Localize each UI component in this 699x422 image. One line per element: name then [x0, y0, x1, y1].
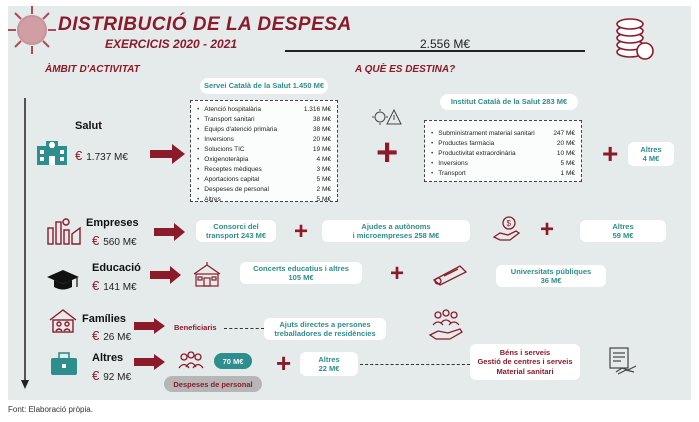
item-value: 1 M€: [560, 169, 575, 177]
institut-salut-breakdown: [424, 120, 582, 182]
sector-amount-altres: € 92 M€: [92, 368, 132, 383]
item-label: • Aportacions capital: [197, 176, 259, 183]
personal-label: Despeses de personal: [164, 376, 262, 392]
page-subtitle: EXERCICIS 2020 - 2021: [105, 37, 238, 51]
coins-icon: [612, 16, 656, 62]
item-label: • Transport: [431, 170, 466, 177]
salut-altres-pill: Altres 4 M€: [628, 142, 674, 166]
total-amount: 2.556 M€: [420, 37, 471, 51]
item-value: 5 M€: [316, 175, 331, 183]
item-label: • Inversions: [431, 160, 468, 167]
servei-salut-title: Servei Català de la Salut 1.450 M€: [200, 78, 328, 94]
list-item: [197, 154, 331, 164]
item-label: • Despeses de personal: [197, 186, 269, 193]
source-note: Font: Elaboració pròpia.: [8, 405, 93, 414]
factory-icon: [46, 216, 82, 246]
item-value: 2 M€: [316, 185, 331, 193]
sector-amount-families: € 26 M€: [92, 328, 132, 343]
item-label: • Altres: [197, 196, 221, 203]
list-item: [431, 148, 575, 158]
list-item: [197, 124, 331, 134]
euro-symbol: €: [75, 148, 83, 163]
list-item: [197, 164, 331, 174]
sector-amount-salut: € 1.737 M€: [75, 148, 128, 163]
item-label: • Solucions TIC: [197, 146, 245, 153]
family-icon: [48, 308, 78, 334]
list-item: [197, 174, 331, 184]
list-item: [431, 128, 575, 138]
item-value: 3 M€: [316, 165, 331, 173]
arrow-right-icon: [134, 354, 166, 370]
svg-text:$: $: [506, 219, 511, 228]
money-hand-icon: [492, 215, 522, 243]
dashed-connector: [224, 328, 264, 329]
list-item: [197, 144, 331, 154]
plus-icon: +: [276, 348, 292, 378]
plus-icon: +: [540, 216, 555, 243]
people-group-icon: [176, 350, 206, 372]
educacio-universitats-pill: Universitats públiques 36 M€: [496, 265, 606, 287]
diploma-icon: [430, 262, 470, 286]
list-item: [197, 184, 331, 194]
sector-label-families: Famílies: [82, 313, 127, 325]
col-header-right: A QUÈ ES DESTINA?: [355, 64, 456, 75]
institut-salut-title: Institut Català de la Salut 283 M€: [440, 94, 578, 110]
sector-label-empreses: Empreses: [86, 217, 139, 229]
list-item: [431, 138, 575, 148]
sector-amount-empreses: € 560 M€: [92, 233, 137, 248]
empreses-altres-pill: Altres 59 M€: [580, 220, 666, 242]
altres-bens-pill: Béns i serveis Gestió de centres i serveis Material sanitari: [470, 344, 580, 380]
list-item: [431, 168, 575, 178]
item-value: 20 M€: [312, 135, 331, 143]
arrow-right-icon: [150, 266, 182, 284]
arrow-right-icon: [150, 144, 186, 164]
item-label: • Productivitat extraordinària: [431, 150, 516, 157]
sector-amount-educacio: € 141 M€: [92, 278, 137, 293]
item-value: 20 M€: [556, 139, 575, 147]
empreses-consorci-pill: Consorci del transport 243 M€: [196, 220, 276, 242]
contract-handshake-icon: [606, 346, 638, 376]
item-value: 38 M€: [312, 115, 331, 123]
page-title: DISTRIBUCIÓ DE LA DESPESA: [58, 14, 352, 35]
people-hand-icon: [426, 308, 466, 342]
virus-icon: [4, 2, 60, 58]
item-label: • Oxigenoteràpia: [197, 156, 248, 163]
item-value: 1.316 M€: [303, 105, 331, 113]
arrow-right-icon: [154, 223, 186, 241]
item-label: • Atenció hospitalària: [197, 106, 261, 113]
families-ajuts-pill: Ajuts directes a persones treballadores de residències: [264, 318, 386, 340]
item-label: • Subministrament material sanitari: [431, 130, 535, 137]
briefcase-icon: [50, 352, 78, 376]
item-label: • Receptes mèdiques: [197, 166, 262, 173]
personal-badge: 70 M€: [214, 353, 252, 369]
plus-icon: +: [390, 260, 405, 287]
timeline-arrow: [20, 98, 30, 390]
item-value: 38 M€: [312, 125, 331, 133]
arrow-right-icon: [134, 318, 166, 334]
item-value: 247 M€: [553, 129, 575, 137]
item-label: • Transport sanitari: [197, 116, 255, 123]
list-item: [431, 158, 575, 168]
servei-salut-breakdown: [190, 100, 338, 202]
school-icon: [192, 262, 222, 288]
sector-label-educacio: Educació: [92, 262, 141, 274]
item-label: • Inversions: [197, 136, 234, 143]
item-label: • Productes farmàcia: [431, 140, 494, 147]
virus-warning-icon: [372, 108, 402, 126]
sector-label-altres: Altres: [92, 352, 124, 364]
item-value: 19 M€: [312, 145, 331, 153]
item-value: 10 M€: [556, 149, 575, 157]
sector-label-salut: Salut: [75, 120, 102, 132]
plus-icon: +: [294, 218, 309, 245]
plus-icon: +: [376, 132, 399, 174]
item-value: 5 M€: [316, 195, 331, 203]
item-value: 4 M€: [316, 155, 331, 163]
educacio-concerts-pill: Concerts educatius i altres 105 M€: [240, 262, 362, 284]
list-item: [197, 194, 331, 204]
beneficiaris-label: Beneficiaris: [174, 323, 217, 332]
list-item: [197, 134, 331, 144]
empreses-ajudes-pill: Ajudes a autònoms i microempreses 258 M€: [322, 220, 470, 242]
col-header-left: ÀMBIT D'ACTIVITAT: [45, 64, 140, 75]
item-label: • Equips d'atenció primària: [197, 126, 277, 133]
hospital-icon: [36, 140, 68, 166]
list-item: [197, 114, 331, 124]
plus-icon: +: [602, 138, 619, 169]
list-item: [197, 104, 331, 114]
dashed-connector: [360, 364, 470, 365]
item-value: 5 M€: [560, 159, 575, 167]
altres-altres-pill: Altres 22 M€: [300, 352, 358, 376]
graduation-cap-icon: [46, 268, 80, 292]
